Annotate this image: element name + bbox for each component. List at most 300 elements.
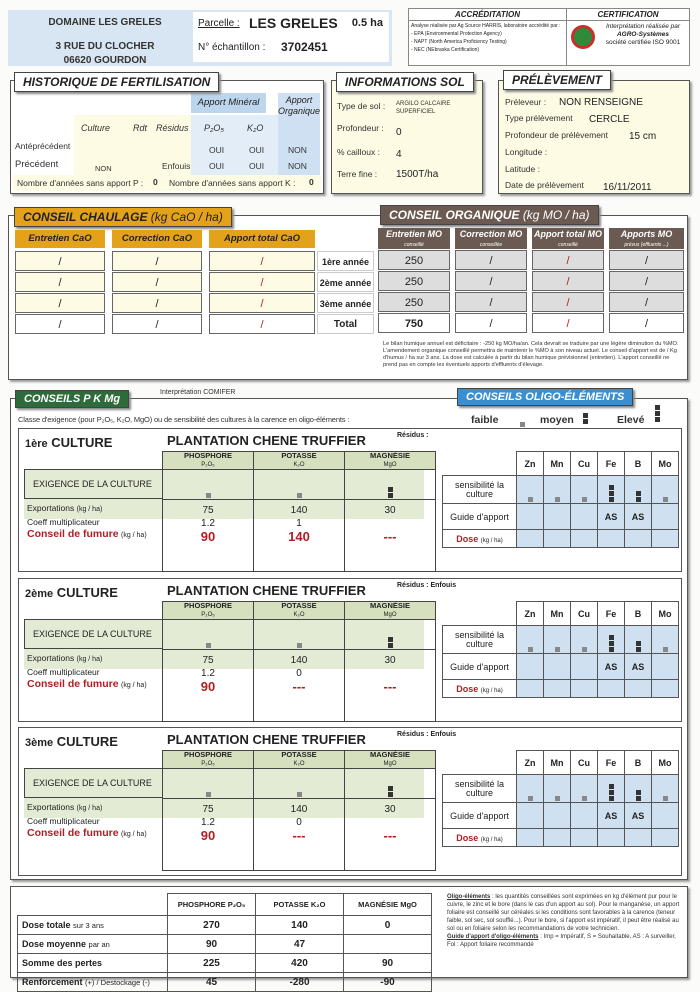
bilan-row-label: Dose moyenne: [22, 939, 87, 949]
parcel-label: Parcelle :: [198, 18, 240, 29]
culture-residus: Résidus :: [397, 432, 429, 439]
col-sub: conseillée: [479, 242, 503, 248]
sol-type-label: Type de sol :: [337, 101, 386, 111]
cell: OUI: [209, 145, 225, 155]
sans-p-label: Nombre d'années sans apport P :: [17, 178, 144, 188]
sol-prof-label: Profondeur :: [337, 123, 384, 133]
pk-table: [162, 750, 436, 871]
coeff-value: 1.2: [201, 817, 215, 828]
bilan-row: [18, 954, 432, 973]
p2o5: P₂O₅: [201, 612, 215, 618]
guide-title: Guide d'apport d'oligo-éléments: [447, 934, 539, 940]
oligo-header: Cu: [578, 608, 590, 619]
phosphore-header: PHOSPHORE: [184, 601, 232, 610]
historique-title: HISTORIQUE DE FERTILISATION: [14, 72, 219, 92]
export-value: 75: [202, 655, 214, 666]
sensibilite-level-icon: [544, 775, 571, 803]
legend-faible: faible: [471, 414, 499, 426]
col-sub: prévus (effluents ...): [624, 242, 669, 248]
bilan-row: [18, 916, 432, 935]
oligo-header: Zn: [524, 608, 536, 619]
unit: (kg / ha): [120, 682, 147, 689]
sol-terre-label: Terre fine :: [337, 169, 378, 179]
guide-value: AS: [631, 511, 645, 522]
oligo-header: Fe: [605, 458, 617, 469]
date-label: Date de prélèvement: [505, 180, 584, 190]
preleveur: NON RENSEIGNE: [559, 97, 643, 108]
bilan-value: 45: [205, 976, 218, 988]
oligo-header: Cu: [578, 757, 590, 768]
culture-residus: Résidus : Enfouis: [397, 731, 457, 738]
bilan-row: [18, 973, 432, 992]
guide-text: : Imp = Impératif, S = Souhaitable, AS : A surveiller, Fol : Apport foliaire recommandé: [447, 934, 676, 948]
culture-name: PLANTATION CHENE TRUFFIER: [167, 732, 366, 747]
prelevement-section: [498, 80, 690, 194]
organique-cell: 250: [404, 255, 424, 267]
oligo-note-text: : les quantités conseillées sont exprimées en kg d'élément pur pour le cuivre, le zinc et le bore (dans le cas d'un apport au sol). Pour le manganèse, un apport foliaire est conseillé sur céréales si les conditions sont favorables à la carence (teneur faible, sol sec, sol soufflé...). Pour le bore, si l'apport est impératif, il peut être réalisé au sol ou en foliaire selon les recommandations de votre technicien.: [447, 894, 680, 932]
chaulage-cell: /: [260, 256, 264, 268]
level-2-icon: [583, 412, 588, 425]
conseil-value: ---: [383, 828, 397, 843]
chaulage-cell: /: [58, 319, 62, 331]
guide-value: AS: [604, 511, 618, 522]
organique-col: [378, 228, 450, 333]
sol-type: ARGILO CALCAIRE SUPERFICIEL: [396, 101, 451, 115]
cell: NON: [95, 164, 112, 173]
bilan-col-header: MAGNÉSIE MgO: [358, 900, 417, 909]
longitude-label: Longitude :: [505, 147, 548, 157]
sensibilite-level-icon: [625, 775, 652, 803]
accreditation-line: - EPA (Environmental Protection Agency): [411, 31, 502, 37]
col-header: Apport total MO: [534, 229, 602, 239]
bilan-col-header: POTASSE K₂O: [273, 900, 326, 909]
coeff-value: 1.2: [201, 518, 215, 529]
bilan-value: -280: [289, 976, 310, 988]
type-label: Type prélèvement: [505, 113, 573, 123]
apport-mineral-header: Apport Minéral: [191, 93, 266, 113]
oligo-header: Mn: [550, 608, 564, 619]
potasse-header: POTASSE: [281, 750, 317, 759]
sensibilite-level-icon: [544, 476, 571, 504]
date: 16/11/2011: [603, 182, 652, 193]
mgo: MgO: [383, 761, 397, 767]
organique-col: [455, 228, 527, 333]
sensibilite-level-icon: [652, 476, 679, 504]
organique-cell: /: [644, 255, 649, 267]
organique-cell: /: [489, 318, 493, 330]
oligo-table: [442, 750, 679, 847]
sensibilite-level-icon: [517, 476, 544, 504]
exigence-level-icon: [345, 620, 436, 650]
organique-cell: /: [644, 297, 649, 309]
culture-number: 2ème: [25, 588, 54, 600]
magnesie-header: MAGNÉSIE: [369, 451, 410, 460]
conseil-label: Conseil de fumure: [27, 827, 119, 839]
chaulage-title: [14, 207, 232, 227]
oligo-header: B: [634, 608, 642, 619]
oligo-title: CONSEILS OLIGO-ÉLÉMENTS: [457, 388, 633, 406]
export-value: 30: [384, 804, 396, 815]
unit: (kg / ha): [120, 831, 147, 838]
oligo-header: B: [634, 458, 642, 469]
conseil-value: 90: [200, 679, 216, 694]
col-header: Correction CaO: [121, 233, 193, 244]
culture-residus: Résidus : Enfouis: [397, 582, 457, 589]
exigence-level-icon: [345, 769, 436, 799]
latitude-label: Latitude :: [505, 164, 540, 174]
preleveur-label: Préleveur :: [505, 97, 547, 107]
level-3-icon: [655, 404, 660, 423]
bilan-value: 90: [205, 938, 218, 950]
export-value: 140: [290, 505, 308, 516]
conseil-value: ---: [292, 679, 306, 694]
unit: (kg / ha): [76, 506, 103, 513]
organique-col: [532, 228, 604, 333]
pk-table: [162, 451, 436, 572]
oligo-note: [447, 893, 683, 949]
organique-cell: /: [489, 297, 493, 309]
bilan-row-sub: par an: [88, 940, 110, 949]
culture-label: CULTURE: [56, 734, 118, 749]
exigence-label: EXIGENCE DE LA CULTURE: [33, 629, 152, 639]
accreditation-line: - NAPT (North America Proficiency Testing): [411, 39, 507, 45]
coeff-label: Coeff multiplicateur: [27, 816, 100, 826]
dose-label: Dose: [456, 832, 479, 843]
pk-table: [162, 601, 436, 722]
historique-section: [10, 80, 324, 194]
chaulage-col: [112, 230, 202, 334]
chaulage-col: [209, 230, 315, 334]
coeff-value: 0: [296, 817, 302, 828]
address-line: 3 RUE DU CLOCHER: [55, 41, 155, 52]
culture-block: [18, 428, 682, 572]
culture-block: [18, 727, 682, 876]
bilan-row-sub: (+) / Destockage (-): [85, 978, 150, 987]
sensibilite-level-icon: [652, 775, 679, 803]
sensibilite-level-icon: [517, 775, 544, 803]
col-rdt: Rdt: [133, 123, 148, 133]
bilan-value: 225: [203, 957, 220, 969]
col-culture: Culture: [81, 123, 111, 133]
phosphore-header: PHOSPHORE: [184, 451, 232, 460]
conseil-value: ---: [383, 529, 397, 544]
exigence-label: EXIGENCE DE LA CULTURE: [33, 479, 152, 489]
phosphore-header: PHOSPHORE: [184, 750, 232, 759]
organique-cell: /: [566, 318, 570, 330]
organique-cell: 750: [404, 318, 424, 330]
organique-col: [609, 228, 684, 333]
exigence-level-icon: [254, 769, 345, 799]
conseil-value: ---: [292, 828, 306, 843]
bilan-col-header: PHOSPHORE P₂O₅: [177, 900, 246, 909]
pk-title: CONSEILS P K Mg: [15, 390, 129, 408]
organique-cell: 250: [404, 276, 424, 288]
sensibilite-level-icon: [544, 626, 571, 654]
conseil-value: 90: [200, 828, 216, 843]
exigence-level-icon: [163, 470, 254, 500]
sol-title: INFORMATIONS SOL: [336, 72, 474, 92]
guide-value: AS: [604, 661, 618, 672]
exigence-label: EXIGENCE DE LA CULTURE: [33, 778, 152, 788]
accreditation-intro: Analyse réalisée par Ag Source HARRIS, laboratoire accrédité par :: [411, 23, 561, 29]
exigence-level-icon: [345, 470, 436, 500]
accreditation-title: ACCRÉDITATION: [409, 9, 566, 21]
organique-cell: 250: [404, 297, 424, 309]
pk-interpretation: Interprétation COMIFER: [160, 389, 236, 396]
certification-title: CERTIFICATION: [567, 9, 689, 21]
certification-logo-icon: [571, 25, 595, 49]
col-header: Entretien MO: [385, 229, 442, 239]
k2o: K₂O: [293, 761, 305, 767]
exports-label: Exportations: [27, 802, 75, 812]
culture-number: 3ème: [25, 737, 54, 749]
sensib-label: sensibilité la culture: [454, 629, 505, 649]
chaulage-title-text: CONSEIL CHAULAGE: [23, 210, 148, 224]
unit: (kg / ha): [480, 537, 503, 544]
oligo-header: Zn: [524, 458, 536, 469]
col-residus: Résidus: [156, 123, 189, 133]
bilan-value: -90: [380, 976, 395, 988]
sensibilite-level-icon: [598, 476, 625, 504]
exigence-level-icon: [254, 620, 345, 650]
guide-value: AS: [631, 661, 645, 672]
domain-name: DOMAINE LES GRELES: [48, 17, 162, 28]
unit: (kg / ha): [480, 687, 503, 694]
year-label: 3ème année: [319, 299, 372, 309]
classe-legend: Classe d'exigence (pour P₂O₅, K₂O, MgO) ou de sensibilité des cultures à la carence en oligo-éléments :: [18, 415, 350, 424]
conseil-value: 140: [288, 529, 310, 544]
col-k2o: K₂O: [247, 123, 264, 133]
organique-title: [380, 205, 599, 225]
culture-label: CULTURE: [56, 585, 118, 600]
chaulage-cell: /: [155, 277, 159, 289]
sensibilite-level-icon: [571, 476, 598, 504]
guide-label: Guide d'apport: [450, 511, 509, 522]
exigence-level-icon: [254, 470, 345, 500]
dose-label: Dose: [456, 683, 479, 694]
organique-note: Le bilan humique annuel est déficitaire : -250 kg MO/ha/an. Cela devrait se traduire par une légère diminution du %MO. L'amendement organique conseillé permettra de maintenir le %MO à son niveau actuel. Le conseil d'apport est de / Kg d'humus / ha sur 3 ans. La dose est calculée à partir du bilan humique prévisionnel (entretien). L'apport conseillé ne prend pas en compte les éventuels apports d'effluents d'élevage.: [383, 341, 679, 368]
organique-cell: /: [566, 297, 570, 309]
bilan-table: [17, 893, 432, 992]
bilan-value: 140: [291, 919, 308, 931]
dose-label: Dose: [456, 533, 479, 544]
col-header: Apport total CaO: [224, 233, 300, 244]
oligo-header: B: [634, 757, 642, 768]
sensib-label: sensibilité la culture: [454, 479, 505, 499]
magnesie-header: MAGNÉSIE: [369, 750, 410, 759]
conseil-value: ---: [383, 679, 397, 694]
bilan-row-label: Renforcement: [22, 977, 83, 987]
culture-name: PLANTATION CHENE TRUFFIER: [167, 583, 366, 598]
prof: 15 cm: [629, 131, 657, 142]
certification-line: AGRO-Systèmes: [616, 31, 670, 38]
coeff-value: 1: [296, 518, 302, 529]
oligo-header: Fe: [605, 608, 617, 619]
accreditation-box: [408, 8, 690, 66]
address-line: 06620 GOURDON: [63, 55, 147, 66]
export-value: 140: [290, 804, 308, 815]
coeff-label: Coeff multiplicateur: [27, 517, 100, 527]
unit: (kg / ha): [480, 836, 503, 843]
chaulage-cell: /: [155, 319, 159, 331]
col-header: Apports MO: [620, 229, 673, 239]
chaulage-cell: /: [260, 277, 264, 289]
row-label: Antéprécédent: [15, 141, 71, 151]
sans-k-label: Nombre d'années sans apport K :: [169, 178, 296, 188]
export-value: 75: [202, 505, 214, 516]
potasse-header: POTASSE: [281, 601, 317, 610]
chaulage-unit: (kg CaO / ha): [150, 210, 223, 224]
bilan-row-label: Dose totale: [22, 920, 71, 930]
exigence-level-icon: [163, 620, 254, 650]
cell: Enfouis: [162, 161, 191, 171]
oligo-header: Mo: [658, 757, 672, 768]
col-header: Entretien CaO: [28, 233, 92, 244]
coeff-label: Coeff multiplicateur: [27, 667, 100, 677]
coeff-value: 1.2: [201, 668, 215, 679]
sol-cailloux: 4: [396, 149, 402, 160]
year-label: Total: [333, 319, 358, 330]
row-label: Précédent: [15, 159, 59, 170]
organique-cell: /: [566, 276, 570, 288]
col-header: Correction MO: [459, 229, 523, 239]
guide-label: Guide d'apport: [450, 661, 509, 672]
bilan-row-label: Somme des pertes: [22, 958, 103, 968]
accreditation-line: - NEC (NEbraska Certification): [411, 47, 480, 53]
bilan-row: [18, 935, 432, 954]
prelevement-title: PRÉLÈVEMENT: [503, 70, 611, 90]
legend-moyen: moyen: [540, 414, 574, 426]
chaulage-cell: /: [155, 256, 159, 268]
client-address: [20, 16, 190, 68]
culture-number: 1ère: [25, 438, 48, 450]
type: CERCLE: [589, 114, 630, 125]
organique-cell: /: [489, 255, 493, 267]
chaulage-cell: /: [155, 298, 159, 310]
p2o5: P₂O₅: [201, 462, 215, 468]
culture-name: PLANTATION CHENE TRUFFIER: [167, 433, 366, 448]
oligo-header: Mo: [658, 458, 672, 469]
year-label: 1ère année: [321, 257, 370, 267]
chaulage-col: [15, 230, 105, 334]
certification-line: société certifiée ISO 9001: [605, 39, 681, 46]
oligo-header: Fe: [605, 757, 617, 768]
cell: OUI: [249, 161, 265, 171]
sans-p-value: 0: [153, 177, 158, 187]
k2o: K₂O: [293, 612, 305, 618]
mgo: MgO: [383, 612, 397, 618]
sensibilite-level-icon: [652, 626, 679, 654]
oligo-table: [442, 451, 679, 548]
organique-cell: /: [566, 255, 570, 267]
conseil-label: Conseil de fumure: [27, 678, 119, 690]
sensibilite-level-icon: [571, 626, 598, 654]
bilan-value: 47: [293, 938, 306, 950]
culture-label: CULTURE: [51, 435, 113, 450]
bilan-value: 420: [291, 957, 308, 969]
guide-value: AS: [631, 810, 645, 821]
apport-organique-header: [278, 95, 320, 117]
certification-line: Interprétation réalisée par: [605, 23, 681, 30]
k2o: K₂O: [293, 462, 305, 468]
sensibilite-level-icon: [598, 626, 625, 654]
sensibilite-level-icon: [598, 775, 625, 803]
export-value: 30: [384, 505, 396, 516]
unit: (kg / ha): [76, 656, 103, 663]
sol-terre: 1500T/ha: [396, 169, 439, 180]
cell: OUI: [249, 145, 265, 155]
apport-organique-label: Apport Organique: [278, 95, 321, 116]
guide-value: AS: [604, 810, 618, 821]
oligo-header: Mo: [658, 608, 672, 619]
bilan-value: 90: [381, 957, 394, 969]
organique-unit: (kg MO / ha): [522, 208, 590, 222]
legend-eleve: Elevé: [617, 414, 645, 426]
parcel-surface: 0.5 ha: [351, 17, 383, 29]
oligo-header: Mn: [550, 458, 564, 469]
sensibilite-level-icon: [625, 626, 652, 654]
p2o5: P₂O₅: [201, 761, 215, 767]
exports-label: Exportations: [27, 653, 75, 663]
chaulage-cell: /: [260, 319, 264, 331]
sample-number: 3702451: [281, 40, 328, 54]
col-p2o5: P₂O₅: [204, 123, 225, 133]
magnesie-header: MAGNÉSIE: [369, 601, 410, 610]
sensib-label: sensibilité la culture: [454, 778, 505, 798]
sensibilite-level-icon: [571, 775, 598, 803]
unit: (kg / ha): [120, 532, 147, 539]
oligo-header: Mn: [550, 757, 564, 768]
organique-cell: /: [489, 276, 493, 288]
culture-block: [18, 578, 682, 722]
conseil-label: Conseil de fumure: [27, 528, 119, 540]
oligo-header: Cu: [578, 458, 590, 469]
col-sub: conseillé: [404, 242, 424, 248]
cell: OUI: [209, 161, 225, 171]
chaulage-cell: /: [58, 256, 62, 268]
col-sub: conseillé: [558, 242, 578, 248]
sample-label: N° échantillon :: [198, 42, 266, 53]
exports-label: Exportations: [27, 503, 75, 513]
chaulage-cell: /: [58, 298, 62, 310]
parcel-box: [193, 12, 389, 62]
cell: NON: [288, 161, 307, 171]
chaulage-cell: /: [260, 298, 264, 310]
export-value: 75: [202, 804, 214, 815]
mgo: MgO: [383, 462, 397, 468]
potasse-header: POTASSE: [281, 451, 317, 460]
chaulage-cell: /: [58, 277, 62, 289]
cell: NON: [288, 145, 307, 155]
guide-label: Guide d'apport: [450, 810, 509, 821]
sensibilite-level-icon: [517, 626, 544, 654]
exigence-level-icon: [163, 769, 254, 799]
bilan-section: [10, 886, 688, 988]
organique-title-text: CONSEIL ORGANIQUE: [389, 208, 520, 222]
parcel-name: LES GRELES: [249, 15, 338, 31]
export-value: 140: [290, 655, 308, 666]
conseil-value: 90: [200, 529, 216, 544]
sensibilite-level-icon: [625, 476, 652, 504]
sol-cailloux-label: % cailloux :: [337, 147, 380, 157]
bilan-value: 0: [384, 919, 391, 931]
sans-k-value: 0: [309, 177, 314, 187]
sol-section: [331, 80, 483, 194]
bilan-value: 270: [203, 919, 220, 931]
year-label: 2ème année: [319, 278, 372, 288]
organique-cell: /: [644, 318, 649, 330]
oligo-note-title: Oligo-éléments: [447, 894, 491, 900]
